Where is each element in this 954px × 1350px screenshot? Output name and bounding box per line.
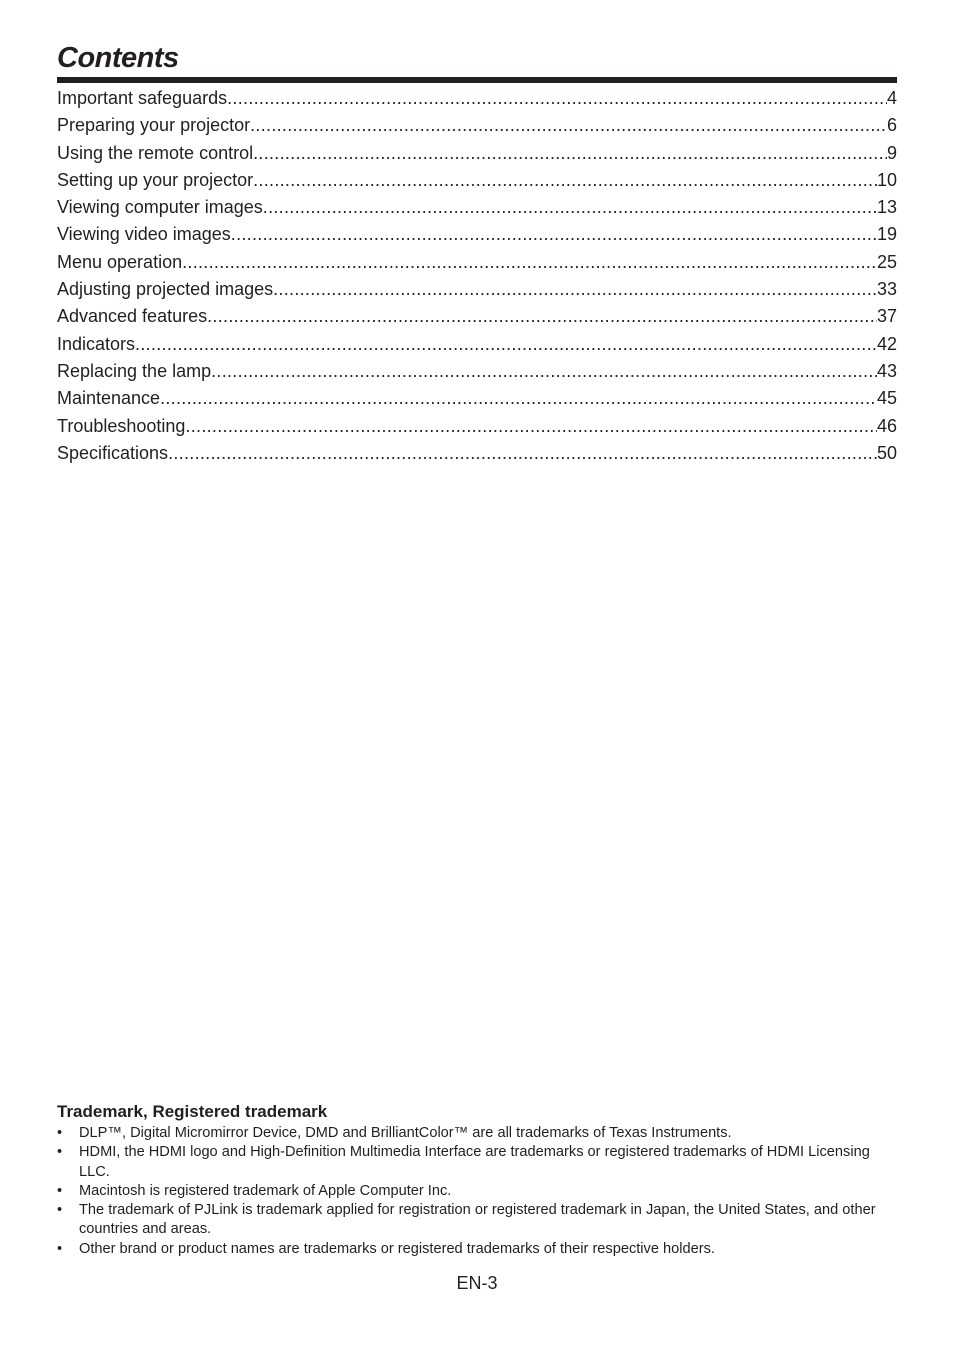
list-item: [57, 1143, 897, 1182]
toc-page-number: 9: [886, 142, 897, 163]
toc-entry-label: Adjusting projected images: [57, 279, 274, 300]
toc-dot-leader: [182, 249, 877, 276]
toc-dot-leader: [263, 194, 877, 221]
toc-entry-preparing-your-projector[interactable]: [57, 112, 897, 139]
toc-entry-label: Troubleshooting: [57, 415, 186, 436]
trademark-section: [57, 1101, 897, 1259]
toc-dot-leader: [211, 358, 877, 385]
toc-page-number: 50: [876, 442, 897, 463]
toc-page-number: 13: [876, 197, 897, 218]
toc-page-number: 42: [876, 333, 897, 354]
bullet-icon: •: [57, 1240, 63, 1257]
toc-entry-label: Replacing the lamp: [57, 360, 212, 381]
toc-entry-replacing-the-lamp[interactable]: [57, 358, 897, 385]
toc-entry-label: Preparing your projector: [57, 115, 251, 136]
toc-entry-maintenance[interactable]: [57, 385, 897, 412]
toc-entry-setting-up-your-projector[interactable]: [57, 167, 897, 194]
trademark-text: Macintosh is registered trademark of Apple Computer Inc.: [79, 1182, 452, 1199]
toc-entry-specifications[interactable]: [57, 440, 897, 467]
trademark-text: Other brand or product names are trademarks or registered trademarks of their respective holders.: [79, 1240, 715, 1257]
trademark-text: The trademark of PJLink is trademark applied for registration or registered trademark in Japan, the United States, and other countries and areas.: [79, 1202, 876, 1238]
toc-dot-leader: [231, 221, 877, 248]
toc-dot-leader: [160, 385, 877, 412]
toc-entry-troubleshooting[interactable]: [57, 413, 897, 440]
bullet-icon: •: [57, 1202, 63, 1219]
toc-page-number: 46: [876, 415, 897, 436]
toc-dot-leader: [253, 140, 887, 167]
toc-entry-adjusting-projected-images[interactable]: [57, 276, 897, 303]
toc-page-number: 45: [876, 388, 897, 409]
list-item: [57, 1240, 897, 1259]
toc-dot-leader: [273, 276, 877, 303]
toc-dot-leader: [185, 413, 877, 440]
toc-entry-label: Maintenance: [57, 388, 161, 409]
toc-entry-label: Important safeguards: [57, 88, 228, 108]
toc-dot-leader: [250, 112, 887, 139]
toc-page-number: 43: [876, 360, 897, 381]
toc-entry-label: Specifications: [57, 442, 169, 463]
toc-dot-leader: [207, 303, 877, 330]
toc-dot-leader: [168, 440, 877, 467]
toc-dot-leader: [227, 85, 887, 112]
toc-entry-viewing-video-images[interactable]: [57, 221, 897, 248]
toc-entry-important-safeguards[interactable]: [57, 85, 897, 112]
toc-page-number: 25: [876, 251, 897, 272]
toc-entry-viewing-computer-images[interactable]: [57, 194, 897, 221]
bullet-icon: •: [57, 1144, 63, 1161]
trademark-text: DLP™, Digital Micromirror Device, DMD and BrilliantColor™ are all trademarks of Texas Instruments.: [79, 1125, 732, 1141]
toc-entry-label: Menu operation: [57, 251, 183, 272]
toc-dot-leader: [253, 167, 877, 194]
page-title: Contents: [57, 42, 179, 74]
toc-entry-label: Viewing video images: [57, 224, 231, 245]
list-item: [57, 1182, 897, 1201]
toc-page-number: 33: [876, 279, 897, 300]
toc-entry-advanced-features[interactable]: [57, 303, 897, 330]
toc-entry-label: Viewing computer images: [57, 197, 263, 218]
bullet-icon: •: [57, 1182, 63, 1199]
toc-entry-label: Setting up your projector: [57, 169, 254, 190]
list-item: [57, 1201, 897, 1240]
toc-page-number: 37: [876, 306, 897, 327]
toc-entry-label: Advanced features: [57, 306, 208, 327]
trademark-heading: Trademark, Registered trademark: [57, 1102, 328, 1121]
toc-entry-indicators[interactable]: [57, 331, 897, 358]
toc-entry-label: Using the remote control: [57, 142, 254, 163]
list-item: [57, 1124, 897, 1143]
page-number: EN-3: [456, 1273, 498, 1293]
title-rule: [57, 77, 897, 83]
toc-entry-label: Indicators: [57, 333, 136, 354]
toc-page-number: 19: [876, 224, 897, 245]
bullet-icon: •: [57, 1125, 63, 1141]
toc-dot-leader: [135, 331, 877, 358]
trademark-text: HDMI, the HDMI logo and High-Definition Multimedia Interface are trademarks or registered trademarks of HDMI Licensing LLC.: [79, 1144, 870, 1180]
toc-page-number: 4: [886, 88, 897, 108]
toc-entry-using-the-remote-control[interactable]: [57, 140, 897, 167]
toc-page-number: 10: [876, 169, 897, 190]
table-of-contents: [57, 85, 897, 467]
trademark-list: [57, 1124, 897, 1259]
toc-page-number: 6: [886, 115, 897, 136]
toc-entry-menu-operation[interactable]: [57, 249, 897, 276]
